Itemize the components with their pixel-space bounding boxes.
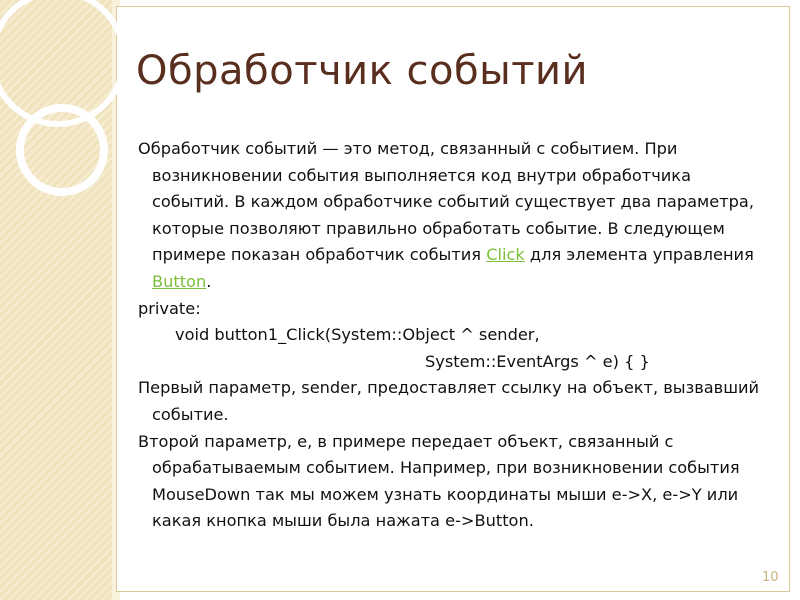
intro-text: Обработчик событий — это метод, связанный с событием. При возникновении события выполняется код внутри обработчика событий. В каждом обработчике событий существует два параметра, которые позволяют правильно обработать событие. В следующем примере показан обработчик события bbox=[138, 139, 754, 265]
paragraph-eventargs: Второй параметр, e, в примере передает объект, связанный с обрабатываемым событием. Например, при возникновении события MouseDown так мы можем узнать координаты мыши e->X, e->Y или какая кнопка мыши была нажата e->Button. bbox=[138, 431, 740, 531]
code-signature-continued: System::EventArgs ^ e) { } bbox=[425, 351, 650, 371]
intro-text-middle: для элемента управления bbox=[524, 245, 754, 265]
button-link[interactable]: Button bbox=[152, 271, 207, 291]
intro-text-end: . bbox=[206, 271, 212, 291]
page-number: 10 bbox=[762, 570, 779, 585]
paragraph-sender: Первый параметр, sender, предоставляет ссылку на объект, вызвавший событие. bbox=[138, 378, 760, 424]
slide-title: Обработчик событий bbox=[136, 48, 589, 94]
slide-body bbox=[138, 136, 768, 535]
click-link[interactable]: Click bbox=[486, 245, 525, 265]
decorative-circle-small bbox=[20, 108, 104, 192]
paragraph-intro bbox=[138, 136, 768, 296]
code-signature: void button1_Click(System::Object ^ sender, bbox=[175, 325, 540, 345]
code-private: private: bbox=[138, 298, 201, 318]
